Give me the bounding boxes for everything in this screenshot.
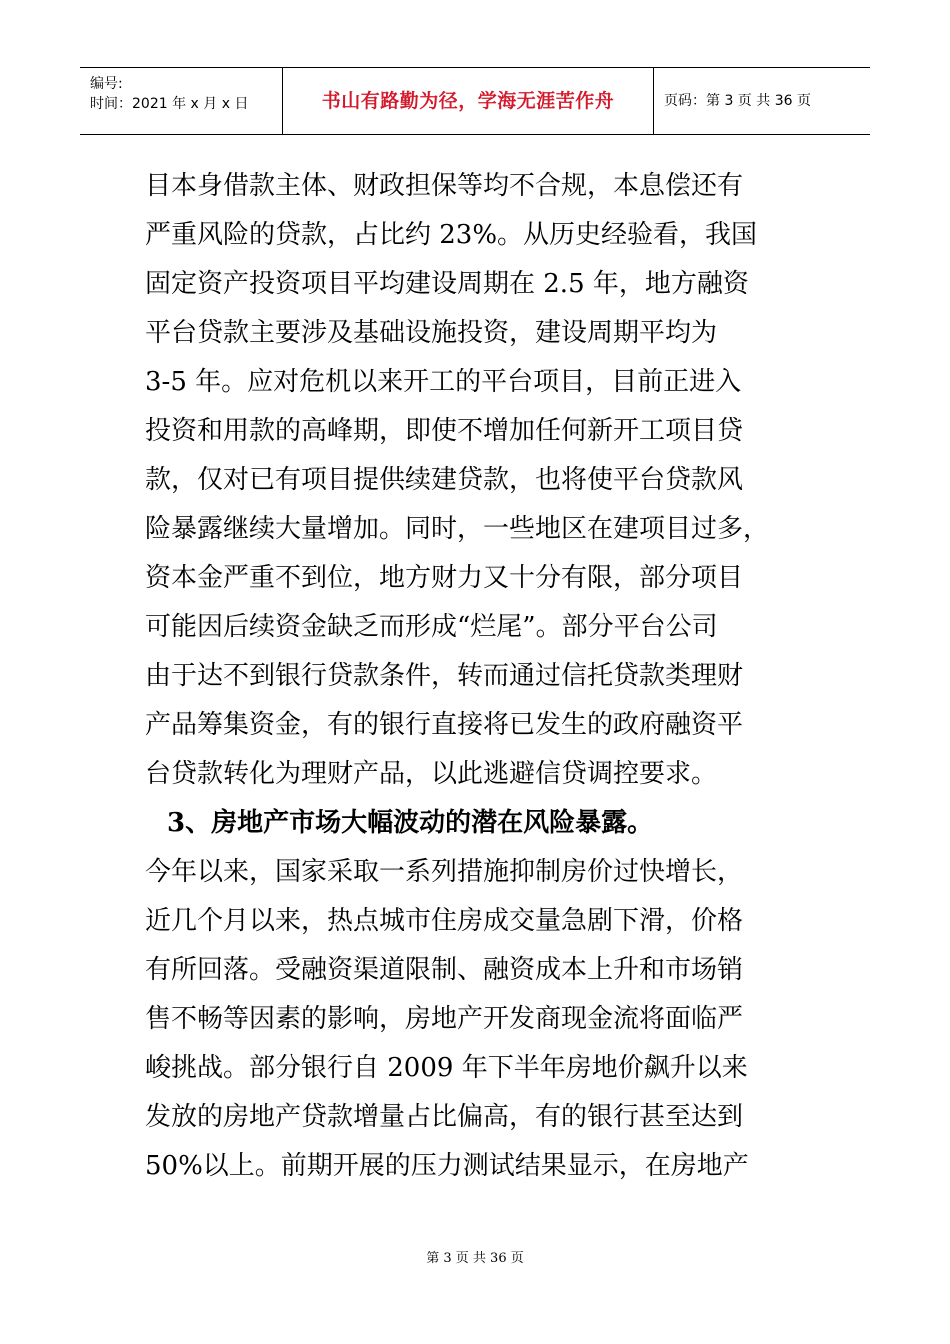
body-line: 峻挑战。部分银行自 2009 年下半年房地价飙升以来 (145, 1053, 748, 1083)
body-line: 险暴露继续大量增加。同时，一些地区在建项目过多， (145, 514, 770, 544)
body-line: 发放的房地产贷款增量占比偏高，有的银行甚至达到 (145, 1102, 744, 1132)
header-meta (80, 68, 282, 134)
body-line: 可能因后续资金缺乏而形成“烂尾”。部分平台公司 (145, 612, 718, 642)
body-line: 今年以来，国家采取一系列措施抑制房价过快增长， (145, 857, 744, 887)
header-motto: 书山有路勤为径，学海无涯苦作舟 (282, 68, 654, 134)
body-line: 目本身借款主体、财政担保等均不合规，本息偿还有 (145, 171, 744, 201)
body-line: 投资和用款的高峰期，即使不增加任何新开工项目贷 (145, 416, 744, 446)
body-line: 售不畅等因素的影响，房地产开发商现金流将面临严 (145, 1004, 744, 1034)
body-line: 平台贷款主要涉及基础设施投资，建设周期平均为 (145, 318, 718, 348)
body-line: 50%以上。前期开展的压力测试结果显示，在房地产 (145, 1151, 749, 1181)
body-line: 严重风险的贷款，占比约 23%。从历史经验看，我国 (145, 220, 758, 250)
body-line: 产品筹集资金，有的银行直接将已发生的政府融资平 (145, 710, 744, 740)
body-line: 近几个月以来，热点城市住房成交量急剧下滑，价格 (145, 906, 744, 936)
body-line: 款，仅对已有项目提供续建贷款，也将使平台贷款风 (145, 465, 744, 495)
body-line: 有所回落。受融资渠道限制、融资成本上升和市场销 (145, 955, 744, 985)
body-line: 资本金严重不到位，地方财力又十分有限，部分项目 (145, 563, 744, 593)
page-footer: 第 3 页 共 36 页 (426, 1251, 524, 1266)
serial-label: 编号: (90, 76, 123, 92)
section-heading: 3、房地产市场大幅波动的潜在风险暴露。 (167, 808, 654, 838)
body-line: 台贷款转化为理财产品，以此逃避信贷调控要求。 (145, 759, 718, 789)
page-header (80, 67, 870, 135)
body-line: 由于达不到银行贷款条件，转而通过信托贷款类理财 (145, 661, 744, 691)
header-page-info: 页码：第 3 页 共 36 页 (664, 93, 811, 109)
body-line: 3-5 年。应对危机以来开工的平台项目，目前正进入 (145, 367, 742, 397)
body-line: 固定资产投资项目平均建设周期在 2.5 年，地方融资 (145, 269, 749, 299)
time-label: 时间：2021 年 x 月 x 日 (90, 96, 249, 112)
document-body (145, 162, 845, 1191)
